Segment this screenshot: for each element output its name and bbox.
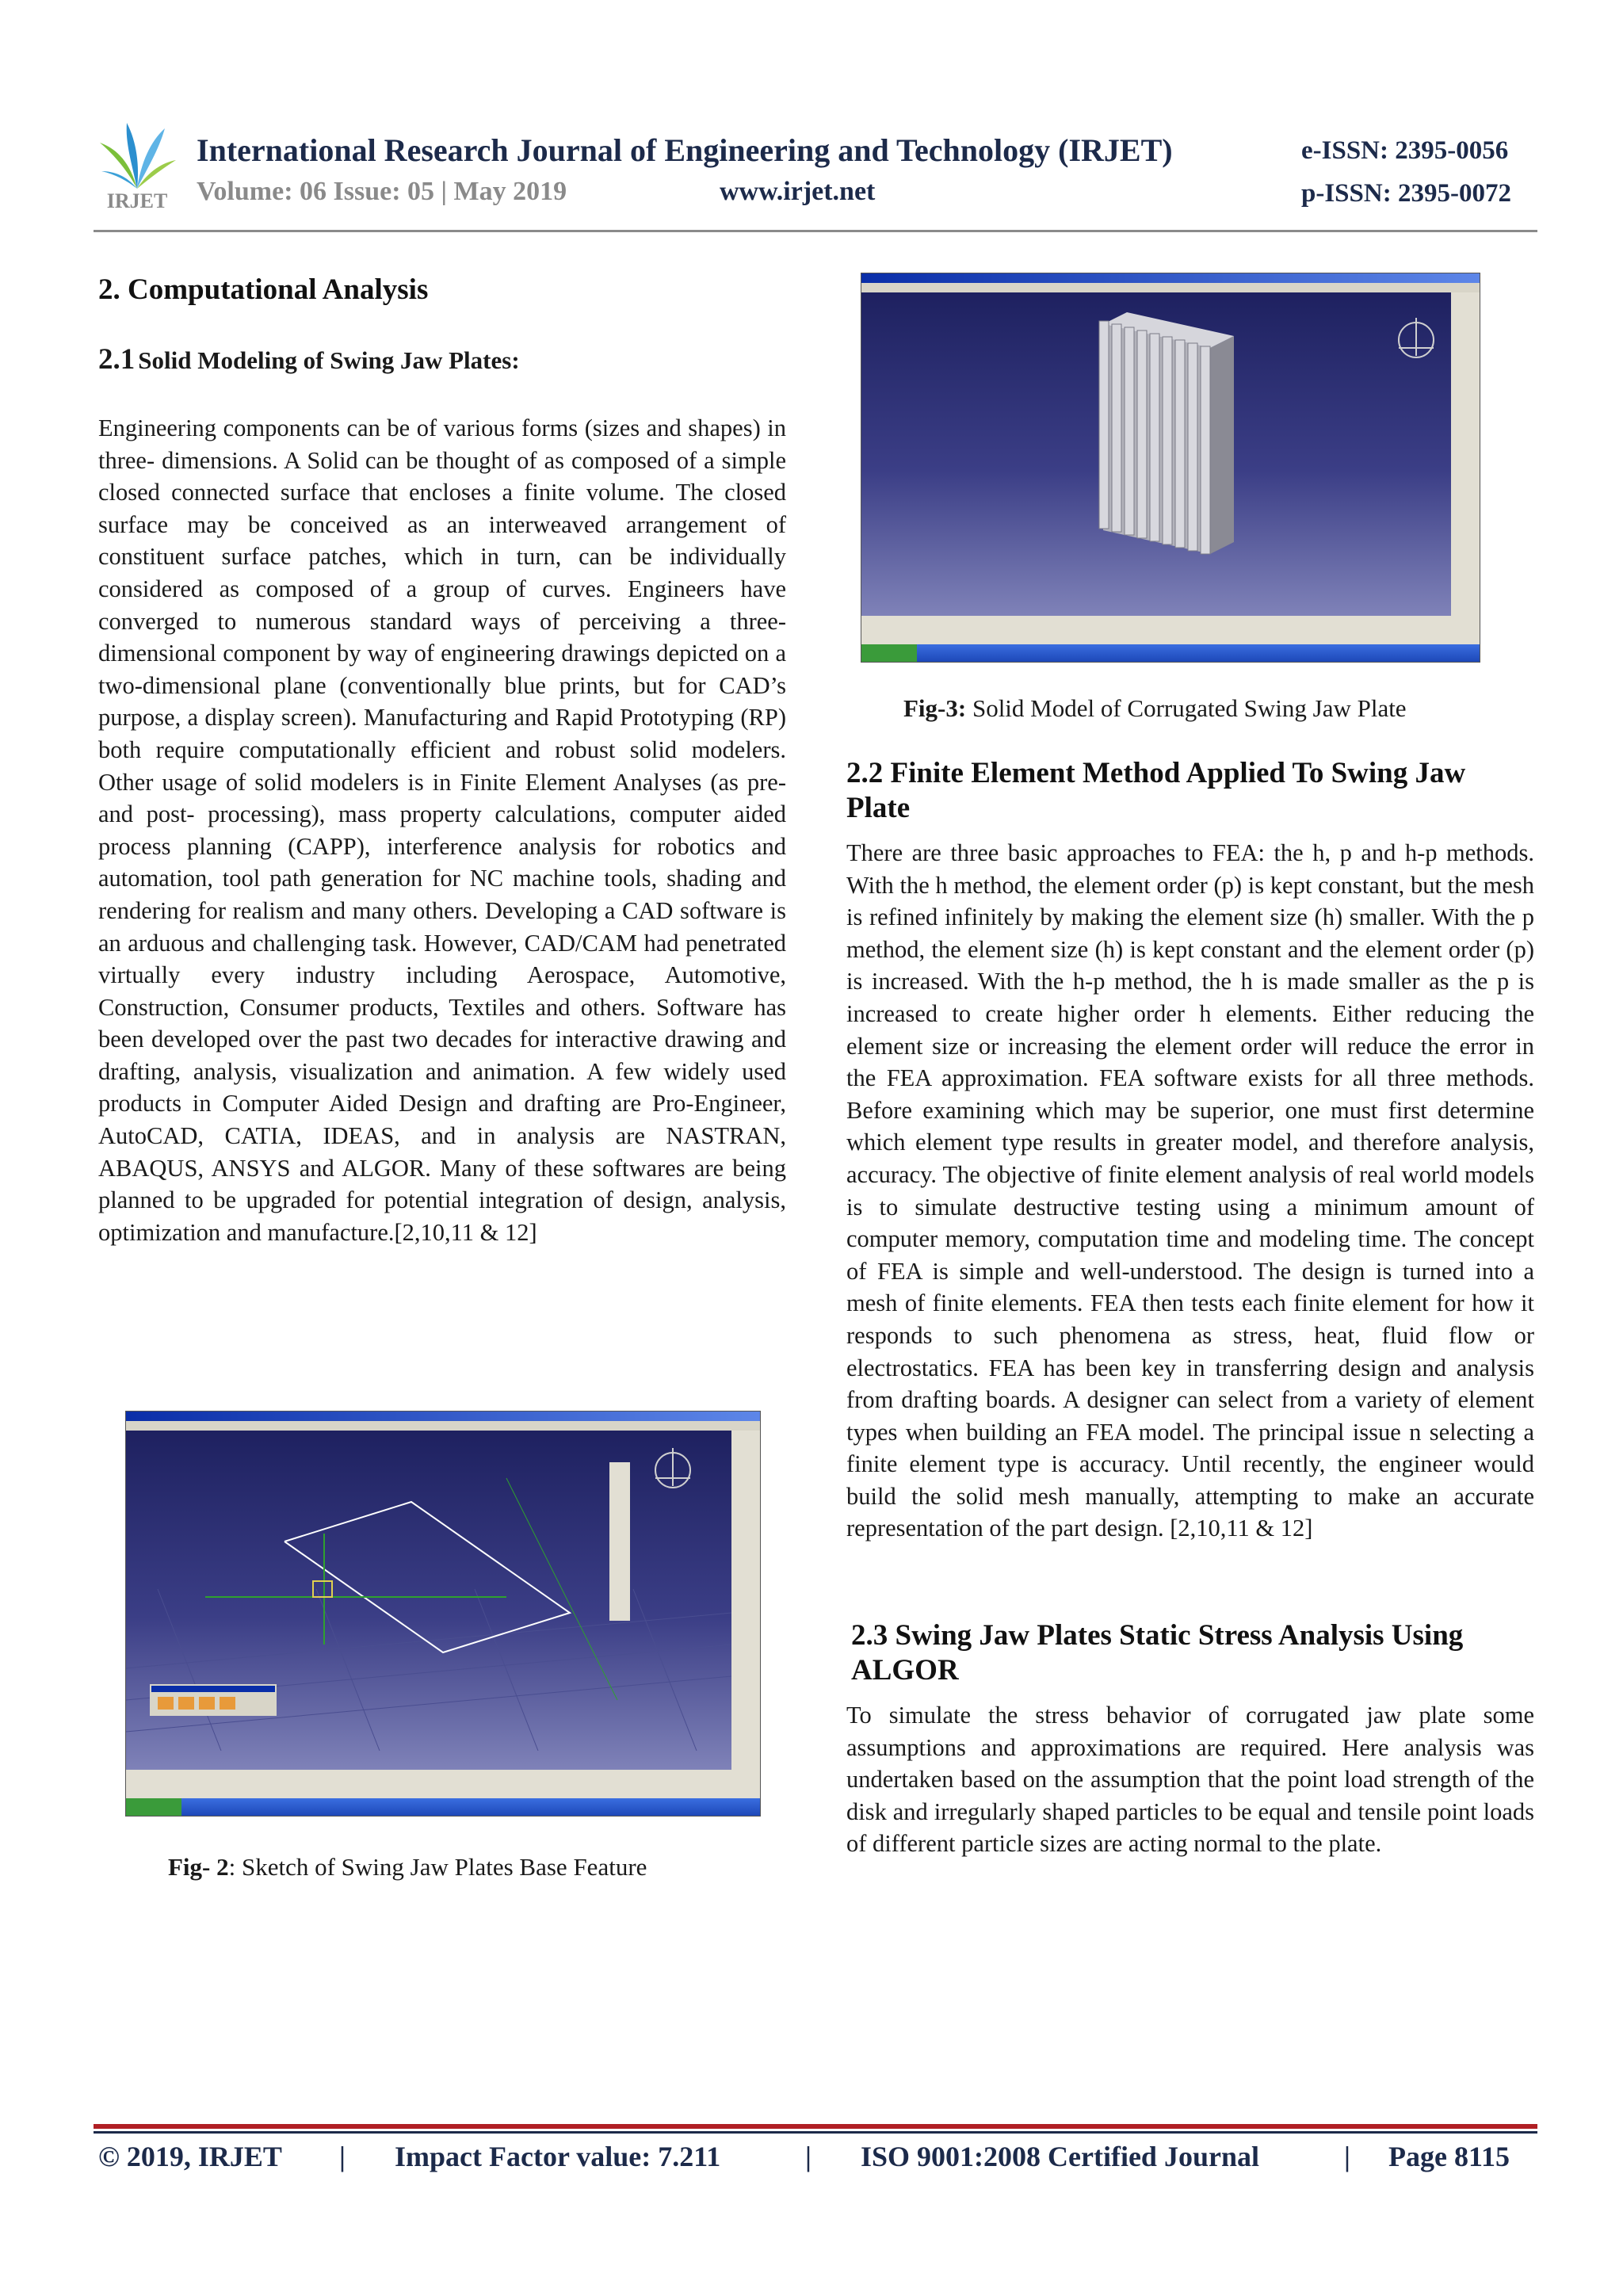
subsection-heading-2-1 bbox=[98, 342, 520, 376]
subsection-number: 2.1 bbox=[98, 343, 136, 376]
irjet-logo bbox=[94, 119, 181, 214]
footer-page-number: Page 8115 bbox=[1388, 2141, 1510, 2172]
footer-copyright: © 2019, IRJET bbox=[98, 2141, 282, 2172]
footer-separator: | bbox=[1344, 2141, 1350, 2172]
figure-3-text: Solid Model of Corrugated Swing Jaw Plate bbox=[966, 694, 1407, 722]
e-issn: e-ISSN: 2395-0056 bbox=[1301, 136, 1509, 165]
footer-divider-navy bbox=[94, 2131, 1537, 2134]
cad-right-toolbar bbox=[731, 1431, 760, 1770]
footer-divider-red bbox=[94, 2124, 1537, 2129]
subsection-heading-2-2: 2.2 Finite Element Method Applied To Swing Jaw Plate bbox=[846, 757, 1466, 824]
figure-3-caption bbox=[903, 694, 1407, 723]
subsection-title: Solid Modeling of Swing Jaw Plates: bbox=[138, 346, 520, 374]
footer-separator: | bbox=[339, 2141, 346, 2172]
section-heading: 2. Computational Analysis bbox=[98, 273, 429, 306]
figure-3-label: Fig-3: bbox=[903, 694, 967, 722]
cad-right-toolbar bbox=[1451, 292, 1480, 616]
paragraph-static-stress: To simulate the stress behavior of corrugated jaw plate some assumptions and approximations are required. Here analysis was undertaken based on the assumption that the point load strength of the disk and irregularly shaped particles to be equal and tensile point loads of different particle sizes are acting normal to the plate. bbox=[846, 1702, 1534, 1858]
paragraph-fem: There are three basic approaches to FEA: the h, p and h-p methods. With the h method, the element order (p) is kept constant, but the mesh is refined infinitely by making the element size (h) smaller. With the p method, the element size (h) is kept constant and the element order (p) is increased. With the h-p method, the h is made smaller as the p is increased to create higher order h elements. Either reducing the element size or increasing the element order will reduce the error in the FEA approximation. FEA software exists for all three methods. Before examining which may be superior, one must first determine which element type results in greater model, and therefore analysis, accuracy. The objective of finite element analysis of real world models is to simulate destructive testing using a minimum amount of computer memory, computation time and modeling time. The concept of FEA is simple and well-understood. The design is turned into a mesh of finite elements. FEA then tests each finite element for how it responds to such phenomena as stress, heat, fluid flow or electrostatics. FEA has been key in transferring design and analysis from drafting boards. A designer can select from a variety of element types when building an FEA model. The principal issue n selecting a finite element type is accuracy. Until recently, the engineer would build the solid mesh manually, attempting to make an accurate representation of the part design. [2,10,11 & 12] bbox=[846, 839, 1534, 1542]
journal-title: International Research Journal of Engineering and Technology (IRJET) bbox=[197, 132, 1173, 168]
logo-leaves-icon bbox=[94, 119, 181, 190]
p-issn: p-ISSN: 2395-0072 bbox=[1301, 179, 1511, 208]
corrugated-plate-model bbox=[861, 292, 1451, 597]
footer-iso: ISO 9001:2008 Certified Journal bbox=[861, 2141, 1259, 2172]
header-divider bbox=[94, 230, 1537, 232]
subsection-heading-2-3: 2.3 Swing Jaw Plates Static Stress Analysis Using ALGOR bbox=[851, 1619, 1464, 1687]
paragraph-solid-modeling: Engineering components can be of various forms (sizes and shapes) in three- dimensions. A Solid can be thought of as composed of a simple closed connected surface that encloses a finite volume. The closed surface may be conceived as an interweaved arrangement of constituent surface patches, which in turn, can be individually considered as composed of a group of curves. Engineers have converged to numerous standard ways of perceiving a three-dimensional component by way of engineering drawings depicted on a two-dimensional plane (conventionally blue prints, but for CAD’s purpose, a display screen). Manufacturing and Rapid Prototyping (RP) both require computationally efficient and robust solid modelers. Other usage of solid modelers is in Finite Element Analyses (as pre- and post- processing), mass property calculations, computer aided process planning (CAPP), interference analysis for robotics and automation, tool path generation for NC machine tools, shading and rendering for realism and many others. Developing a CAD software is an arduous and challenging task. However, CAD/CAM had penetrated virtually every industry including Aerospace, Automotive, Construction, Consumer products, Textiles and others. Software has been developed over the past two decades for interactive drawing and drafting, analysis, visualization and animation. A few widely used products in Computer Aided Design and drafting are Pro-Engineer, AutoCAD, CATIA, IDEAS, and in analysis are NASTRAN, ABAQUS, ANSYS and ALGOR. Many of these softwares are being planned to be upgraded for potential integration of design, analysis, optimization and manufacture.[2,10,11 & 12] bbox=[98, 415, 786, 1246]
footer-separator: | bbox=[805, 2141, 812, 2172]
cad-titlebar bbox=[126, 1412, 760, 1421]
cad-bottom-toolbar bbox=[126, 1770, 760, 1798]
figure-2-label: Fig- 2 bbox=[168, 1853, 229, 1881]
figure-2-text: : Sketch of Swing Jaw Plates Base Feature bbox=[228, 1853, 647, 1881]
cad-titlebar bbox=[861, 273, 1480, 283]
footer-impact-factor: Impact Factor value: 7.211 bbox=[395, 2141, 721, 2172]
website-link[interactable]: www.irjet.net bbox=[720, 177, 876, 206]
figure-3-cad-solid-model bbox=[861, 273, 1480, 663]
logo-text: IRJET bbox=[106, 189, 168, 212]
cad-viewport bbox=[861, 292, 1451, 616]
windows-taskbar bbox=[126, 1798, 760, 1816]
cad-menubar bbox=[126, 1421, 760, 1431]
figure-2-caption bbox=[168, 1853, 647, 1881]
cad-menubar bbox=[861, 283, 1480, 292]
cad-viewport bbox=[126, 1431, 731, 1770]
volume-issue: Volume: 06 Issue: 05 | May 2019 bbox=[197, 177, 567, 206]
cad-bottom-toolbar bbox=[861, 616, 1480, 644]
sketch-drawing bbox=[126, 1431, 731, 1751]
windows-taskbar bbox=[861, 644, 1480, 662]
figure-2-cad-sketch bbox=[125, 1411, 761, 1817]
